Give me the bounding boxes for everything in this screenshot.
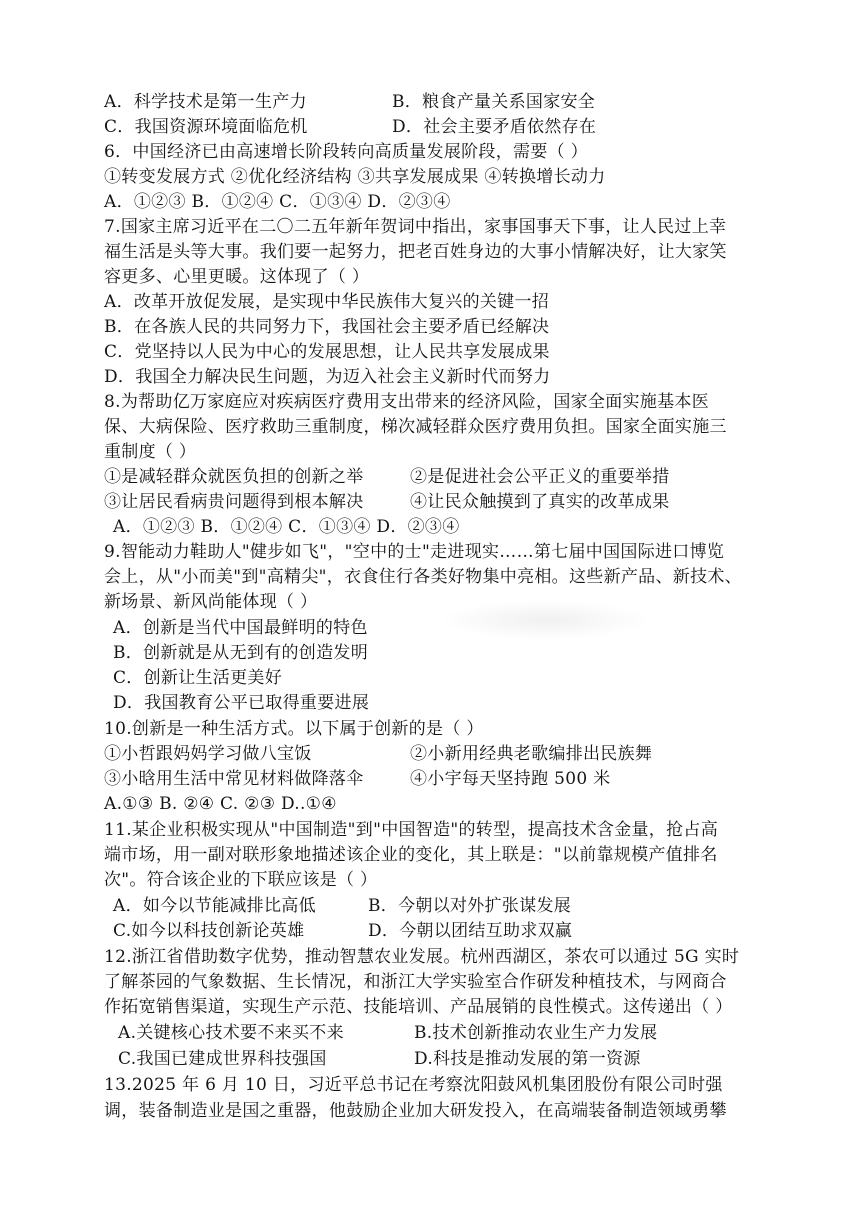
question-12-stem-3: 作拓宽销售渠道，实现生产示范、技能培训、产品展销的良性模式。这传递出（ ）	[104, 997, 733, 1017]
option-c: C.如今以科技创新论英雄	[113, 921, 305, 941]
statement-3: ③让居民看病贵问题得到根本解决	[104, 492, 364, 512]
option-d: D．社会主要矛盾依然存在	[392, 117, 597, 137]
question-8-stem-2: 保、大病保险、医疗救助三重制度，梯次减轻群众医疗费用负担。国家全面实施三	[104, 417, 727, 437]
question-12-stem: 12.浙江省借助数字优势，推动智慧农业发展。杭州西湖区，茶农可以通过 5G 实时	[104, 947, 740, 967]
question-8-options: A．①②③ B．①②④ C．①③④ D．②③④	[113, 517, 460, 537]
question-11-stem-3: 次"。符合该企业的下联应该是（ ）	[104, 870, 378, 890]
question-8-stem: 8.为帮助亿万家庭应对疾病医疗费用支出带来的经济风险，国家全面实施基本医	[104, 392, 710, 412]
option-row-cd	[104, 115, 597, 140]
question-12-stem-2: 了解茶园的气象数据、生长情况，和浙江大学实验室合作研发种植技术，与网商合	[104, 972, 727, 992]
question-9-stem: 9.智能动力鞋助人"健步如飞"，"空中的士"走进现实……第七届中国国际进口博览	[104, 542, 725, 562]
option-row-ab	[104, 90, 596, 115]
statement-1: ①是减轻群众就医负担的创新之举	[104, 467, 364, 487]
option-b: B.技术创新推动农业生产力发展	[414, 1023, 658, 1043]
question-7-option-a: A．改革开放促发展，是实现中华民族伟大复兴的关键一招	[104, 292, 550, 312]
question-9-option-b: B．创新就是从无到有的创造发明	[113, 643, 368, 663]
statement-3: ③小晗用生活中常见材料做降落伞	[104, 769, 364, 789]
option-a: A．如今以节能减排比高低	[113, 896, 316, 916]
question-11-stem: 11.某企业积极实现从"中国制造"到"中国智造"的转型，提高技术含金量，抢占高	[104, 820, 719, 840]
statement-1: ①小哲跟妈妈学习做八宝饭	[104, 744, 312, 764]
question-12-option-row-ab	[118, 1021, 658, 1046]
question-10-statement-row-1	[104, 742, 653, 767]
question-13-stem-2: 调，装备制造业是国之重器，他鼓励企业加大研发投入，在高端装备制造领域勇攀	[104, 1101, 727, 1121]
option-a: A.关键核心技术要不来买不来	[118, 1023, 344, 1043]
question-9-stem-3: 新场景、新风尚能体现（ ）	[104, 592, 318, 612]
question-9-stem-2: 会上，从"小而美"到"高精尖"，衣食住行各类好物集中亮相。这些新产品、新技术、	[104, 567, 742, 587]
question-7-stem-3: 容更多、心里更暖。这体现了（ ）	[104, 267, 370, 287]
statement-4: ④小宇每天坚持跑 500 米	[410, 769, 611, 789]
question-9-option-a: A．创新是当代中国最鲜明的特色	[113, 618, 368, 638]
statement-4: ④让民众触摸到了真实的改革成果	[410, 492, 670, 512]
question-6-stem: 6．中国经济已由高速增长阶段转向高质量发展阶段，需要（ ）	[104, 142, 588, 162]
question-7-stem: 7.国家主席习近平在二〇二五年新年贺词中指出，家事国事天下事，让人民过上幸	[104, 217, 727, 237]
question-9-option-d: D．我国教育公平已取得重要进展	[113, 693, 370, 713]
option-c: C.我国已建成世界科技强国	[118, 1049, 327, 1069]
question-7-option-d: D．我国全力解决民生问题，为迈入社会主义新时代而努力	[104, 367, 551, 387]
option-b: B．粮食产量关系国家安全	[392, 92, 596, 112]
question-8-stem-3: 重制度（ ）	[104, 442, 197, 462]
question-11-stem-2: 端市场，用一副对联形象地描述该企业的变化，其上联是："以前靠规模产值排名	[104, 845, 718, 865]
question-13-stem: 13.2025 年 6 月 10 日，习近平总书记在考察沈阳鼓风机集团股份有限公司时强	[104, 1075, 723, 1095]
question-7-option-c: C．党坚持以人民为中心的发展思想，让人民共享发展成果	[104, 342, 550, 362]
option-d: D．今朝以团结互助求双赢	[368, 921, 573, 941]
statement-2: ②是促进社会公平正义的重要举措	[410, 467, 670, 487]
question-6-statements: ①转变发展方式 ②优化经济结构 ③共享发展成果 ④转换增长动力	[104, 167, 606, 187]
question-10-options: A.①③ B. ②④ C. ②③ D..①④	[104, 794, 337, 814]
question-7-stem-2: 福生活是头等大事。我们要一起努力，把老百姓身边的大事小情解决好，让大家笑	[104, 242, 727, 262]
question-9-option-c: C．创新让生活更美好	[113, 668, 283, 688]
question-11-option-row-cd	[113, 919, 573, 944]
statement-2: ②小新用经典老歌编排出民族舞	[410, 744, 653, 764]
question-6-options: A．①②③ B．①②④ C．①③④ D．②③④	[104, 192, 451, 212]
question-8-statement-row-2	[104, 490, 670, 515]
question-11-option-row-ab	[113, 894, 572, 919]
option-c: C．我国资源环境面临危机	[104, 117, 308, 137]
question-10-statement-row-2	[104, 767, 611, 792]
question-12-option-row-cd	[118, 1047, 641, 1072]
question-7-option-b: B．在各族人民的共同努力下，我国社会主要矛盾已经解决	[104, 317, 550, 337]
option-b: B．今朝以对外扩张谋发展	[368, 896, 572, 916]
question-8-statement-row-1	[104, 465, 670, 490]
question-10-stem: 10.创新是一种生活方式。以下属于创新的是（ ）	[104, 719, 484, 739]
option-d: D.科技是推动发展的第一资源	[414, 1049, 641, 1069]
option-a: A．科学技术是第一生产力	[104, 92, 307, 112]
scan-smudge	[440, 600, 650, 640]
